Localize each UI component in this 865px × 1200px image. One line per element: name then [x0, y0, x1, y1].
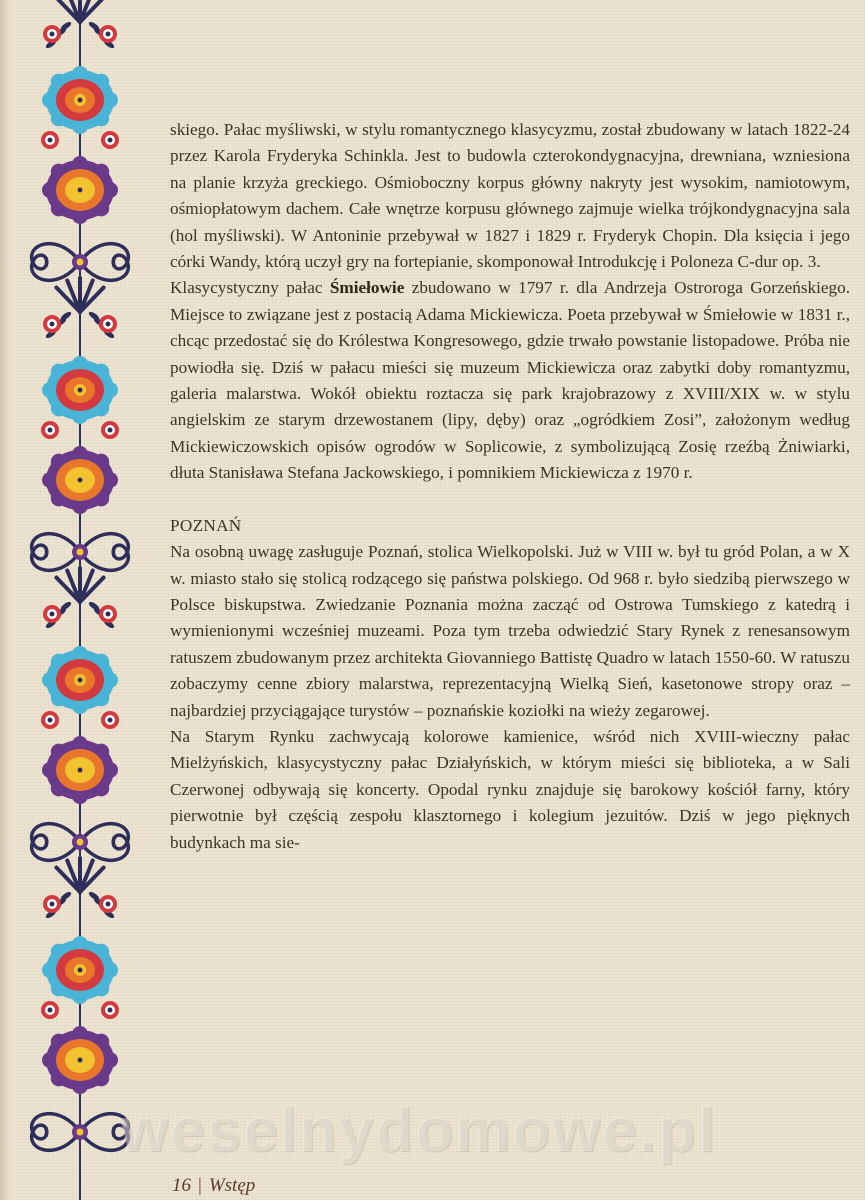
section-heading-poznan: POZNAŃ	[170, 515, 242, 535]
paragraph-smielow: Klasycystyczny pałac Śmiełowie zbudowano w 1797 r. dla Andrzeja Ostroroga Gorzeńskiego. Miejsce to związane jest z postacią Adama Mickiewicza. Poeta przebywał w Śmiełowie w 1831 r., chcąc przedostać się do Królestwa Kongresowego, gdzie trwało powstanie listopadowe. Próba nie powiodła się. Dziś w pałacu mieści się muzeum Mickiewicza oraz zabytki doby romantyzmu, galeria malarstwa. Wokół obiektu roztacza się park krajobrazowy z XVIII/XIX w. w stylu angielskim ze starym drzewostanem (lipy, dęby) oraz „ogródkiem Zosi”, założonym według Mickiewiczowskich opisów ogrodów w Soplicowie, z symbolizującą Zosię rzeźbą Żniwiarki, dłuta Stanisława Stefana Jackowskiego, i pomnikiem Mickiewicza z 1970 r.	[170, 278, 850, 483]
paragraph-stary-rynek: Na Starym Rynku zachwycają kolorowe kamienice, wśród nich XVIII-wieczny pałac Mielżyńskich, klasycystyczny pałac Działyńskich, w którym mieści się biblioteka, a w Sali Czerwonej odbywają się koncerty. Opodal rynku znajduje się barokowy kościół farny, który pierwotnie był częścią zespołu klasztornego i kolegium jezuitów. Dziś w jego pięknych budynkach ma sie-	[170, 726, 850, 852]
page-edge	[0, 0, 12, 1200]
page-number: 16	[172, 1175, 191, 1196]
floral-folk-pattern-icon	[18, 0, 148, 1200]
paragraph-antonin: skiego. Pałac myśliwski, w stylu romantycznego klasycyzmu, został zbudowany w latach 1822-24 przez Karola Fryderyka Schinkla. Jest to budowla czterokondygnacyjna, drewniana, wzniesiona na planie krzyża greckiego. Ośmioboczny korpus główny nakryty jest wysokim, namiotowym, ośmiopłatowym dachem. Całe wnętrze korpusu głównego zajmuje wielka trójkondygnacyjna sala (hol myśliwski). W Antoninie przebywał w 1827 i 1829 r. Fryderyk Chopin. Dla księcia i jego córki Wandy, którą uczył gry na fortepianie, skomponował Introdukcję i Poloneza C-dur op. 3.	[170, 120, 850, 272]
footer-separator: |	[198, 1175, 202, 1196]
body-text	[170, 117, 850, 856]
paragraph-poznan: Na osobną uwagę zasługuje Poznań, stolica Wielkopolski. Już w VIII w. był tu gród Polan, a w X w. miasto stało się stolicą rodzącego się państwa polskiego. Od 968 r. było siedzibą pierwszego w Polsce biskupstwa. Zwiedzanie Poznania można zacząć od Ostrowa Tumskiego z katedrą i wymienionymi wcześniej muzeami. Poza tym trzeba odwiedzić Stary Rynek z renesansowym ratuszem zbudowanym przez architekta Giovanniego Battistę Quadro w latach 1550-60. W ratuszu zobaczymy cenne zbiory malarstwa, reprezentacyjną Wielką Sień, kasetonowe stropy oraz – najbardziej przyciągające turystów – poznańskie koziołki na wieży zegarowej.	[170, 542, 850, 720]
page-footer	[172, 1175, 255, 1197]
section-name: Wstęp	[208, 1175, 256, 1196]
watermark: weselnydomowe.pl	[120, 1096, 718, 1165]
smielow-name: Śmiełowie	[329, 278, 405, 298]
